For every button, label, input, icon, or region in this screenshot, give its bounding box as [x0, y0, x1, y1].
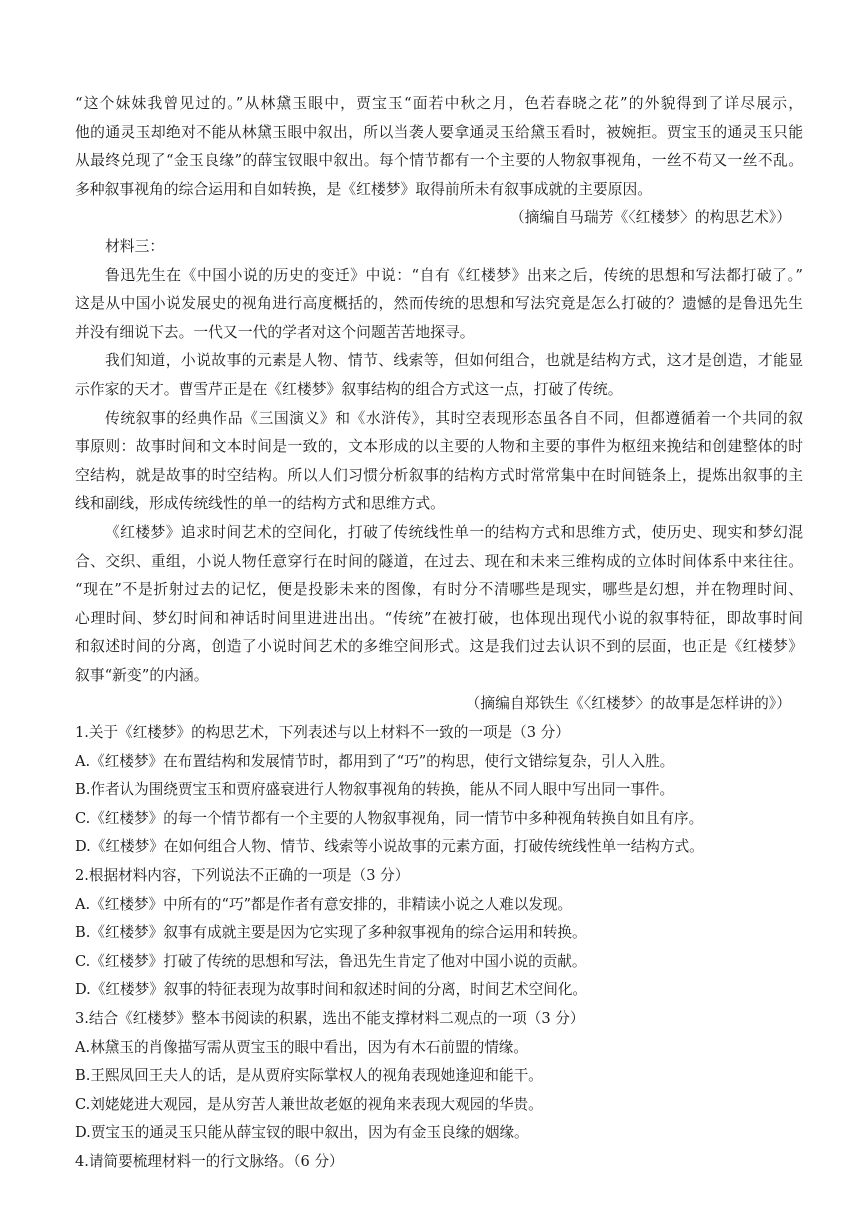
text-line: 从最终兑现了“金玉良缘”的薛宝钗眼中叙出。每个情节都有一个主要的人物叙事视角，一丝不苟又一丝不乱。 [75, 152, 803, 170]
text-line: “现在”不是折射过去的记忆，便是投影未来的图像，有时分不清哪些是现实，哪些是幻想，并在物理时间、 [75, 581, 803, 599]
material-3-paragraph-3 [75, 405, 803, 519]
text-line: 我们知道，小说故事的元素是人物、情节、线索等，但如何组合，也就是结构方式，这才是创造，才能显 [105, 352, 803, 370]
question-2 [75, 862, 803, 1005]
text-line: 和叙述时间的分离，创造了小说时间艺术的多维空间形式。这是我们过去认识不到的层面，也正是《红楼梦》 [75, 638, 803, 656]
question-4 [75, 1148, 803, 1177]
option-a: A.《红楼梦》中所有的“巧”都是作者有意安排的，非精读小说之人难以发现。 [75, 895, 573, 913]
option-b: B.作者认为围绕贾宝玉和贾府盛衰进行人物叙事视角的转换，能从不同人眼中写出同一事件。 [75, 781, 675, 799]
material-3-paragraph-1 [75, 262, 803, 348]
text-line: 心理时间、梦幻时间和神话时间里进进出出。“传统”在被打破，也体现出现代小说的叙事特征，即故事时间 [75, 609, 803, 627]
option-d: D.《红楼梦》在如何组合人物、情节、线索等小说故事的元素方面，打破传统线性单一结构方式。 [75, 838, 704, 856]
option-c: C.刘姥姥进大观园，是从穷苦人兼世故老妪的视角来表现大观园的华贵。 [75, 1095, 543, 1113]
text-line: 叙事“新变”的内涵。 [75, 666, 209, 684]
text-line: 线和副线，形成传统线性的单一的结构方式和思维方式。 [75, 495, 445, 513]
text-line: 多种叙事视角的综合运用和自如转换，是《红楼梦》取得前所未有叙事成就的主要原因。 [75, 180, 653, 198]
text-line: “这个妹妹我曾见过的。”从林黛玉眼中，贾宝玉“面若中秋之月，色若春晓之花”的外貌得到了详尽展示， [75, 95, 803, 112]
text-line: 这是从中国小说发展史的视角进行高度概括的，然而传统的思想和写法究竟是怎么打破的？遗憾的是鲁迅先生 [75, 295, 803, 313]
option-d: D.《红楼梦》叙事的特征表现为故事时间和叙述时间的分离，时间艺术空间化。 [75, 981, 588, 999]
question-stem: 1.关于《红楼梦》的构思艺术，下列表述与以上材料不一致的一项是（3 分） [75, 724, 570, 742]
question-stem: 4.请简要梳理材料一的行文脉络。（6 分） [75, 1152, 344, 1170]
option-d: D.贾宝玉的通灵玉只能从薛宝钗的眼中叙出，因为有金玉良缘的姻缘。 [75, 1124, 529, 1142]
material-3-paragraph-2 [75, 347, 803, 404]
reading-passage [75, 90, 803, 1177]
option-c: C.《红楼梦》打破了传统的思想和写法，鲁迅先生肯定了他对中国小说的贡献。 [75, 952, 587, 970]
material-3-heading: 材料三： [105, 237, 165, 255]
text-line: 空结构，就是故事的时空结构。所以人们习惯分析叙事的结构方式时常常集中在时间链条上，提炼出叙事的主 [75, 466, 803, 484]
option-a: A.《红楼梦》在布置结构和发展情节时，都用到了“巧”的构思，使行文错综复杂，引人入胜。 [75, 752, 675, 770]
option-c: C.《红楼梦》的每一个情节都有一个主要的人物叙事视角，同一情节中多种视角转换自如且有序。 [75, 809, 704, 827]
source-citation: （摘编自马瑞芳《〈红楼梦〉的构思艺术》） [509, 209, 791, 227]
text-line: 事原则：故事时间和文本时间是一致的，文本形成的以主要的人物和主要的事件为枢纽来挽结和创建整体的时 [75, 438, 803, 456]
text-line: 示作家的天才。曹雪芹正是在《红楼梦》叙事结构的组合方式这一点，打破了传统。 [75, 380, 623, 398]
material-2-tail [75, 90, 803, 204]
question-stem: 2.根据材料内容，下列说法不正确的一项是（3 分） [75, 867, 410, 885]
option-b: B.王熙凤回王夫人的话，是从贾府实际掌权人的视角表现她逢迎和能干。 [75, 1067, 543, 1085]
question-3 [75, 1005, 803, 1148]
text-line: 合、交织、重组，小说人物任意穿行在时间的隧道，在过去、现在和未来三维构成的立体时间体系中来往往。 [75, 552, 803, 570]
source-citation: （摘编自郑铁生《〈红楼梦〉的故事是怎样讲的》） [465, 695, 791, 713]
text-line: 鲁迅先生在《中国小说的历史的变迁》中说：“自有《红楼梦》出来之后，传统的思想和写法都打破了。” [105, 266, 803, 284]
material-3-paragraph-4 [75, 519, 803, 691]
text-line: 传统叙事的经典作品《三国演义》和《水浒传》，其时空表现形态虽各自不同，但都遵循着一个共同的叙 [105, 409, 803, 427]
text-line: 他的通灵玉却绝对不能从林黛玉眼中叙出，所以当袭人要拿通灵玉给黛玉看时，被婉拒。贾宝玉的通灵玉只能 [75, 123, 803, 141]
text-line: 并没有细说下去。一代又一代的学者对这个问题苦苦地探寻。 [75, 323, 475, 341]
question-1 [75, 719, 803, 862]
option-b: B.《红楼梦》叙事有成就主要是因为它实现了多种叙事视角的综合运用和转换。 [75, 924, 587, 942]
option-a: A.林黛玉的肖像描写需从贾宝玉的眼中看出，因为有木石前盟的情缘。 [75, 1038, 528, 1056]
question-stem: 3.结合《红楼梦》整本书阅读的积累，选出不能支撑材料二观点的一项（3 分） [75, 1010, 585, 1027]
text-line: 《红楼梦》追求时间艺术的空间化，打破了传统线性单一的结构方式和思维方式，使历史、现实和梦幻混 [105, 523, 803, 541]
